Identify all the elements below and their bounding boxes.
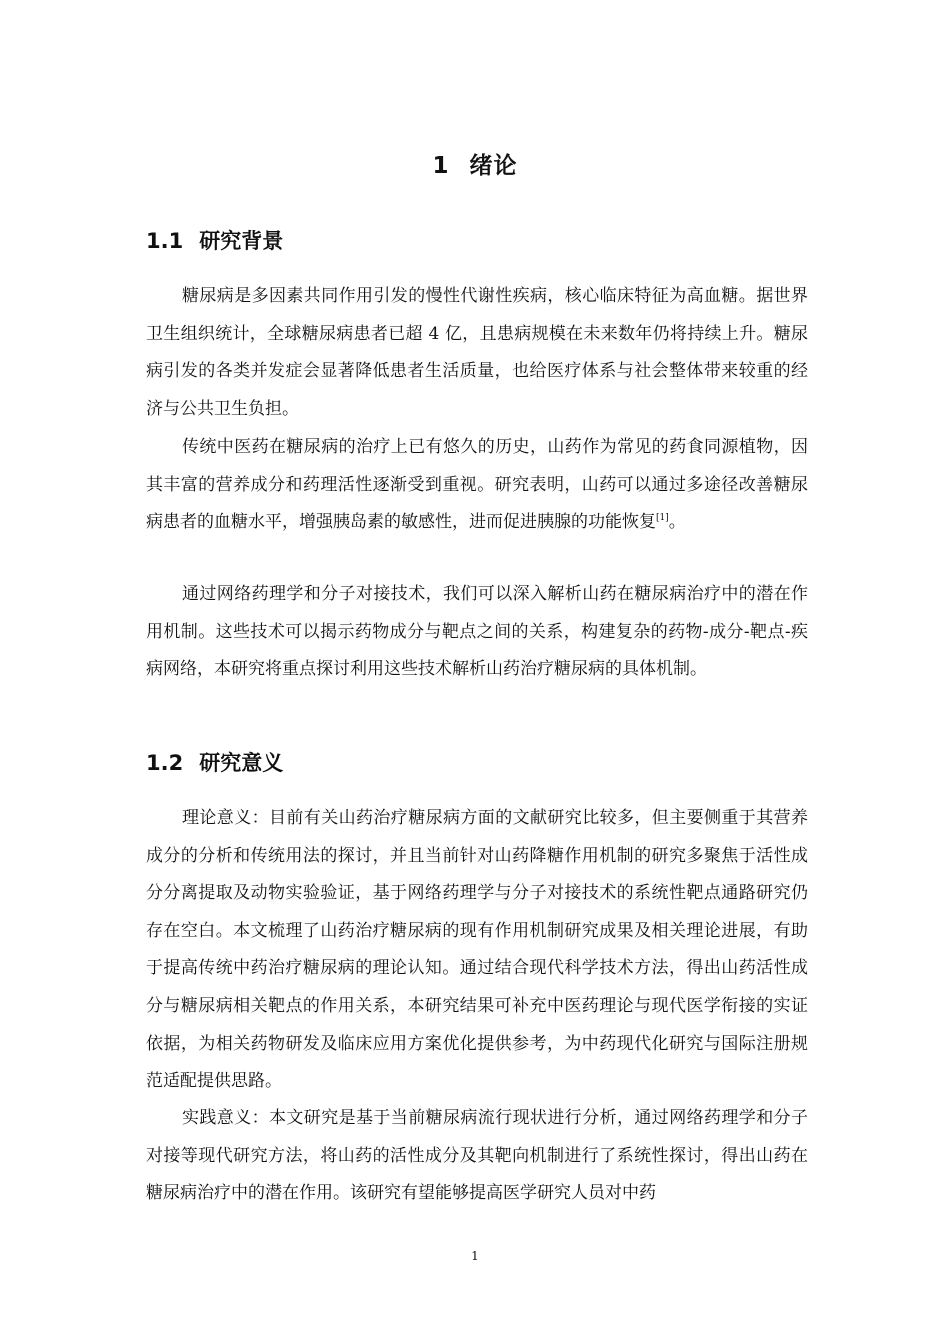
- section-title: 研究意义: [199, 751, 284, 775]
- paragraph-significance-practice: 实践意义：本文研究是基于当前糖尿病流行现状进行分析，通过网络药理学和分子对接等现代研究方法，将山药的活性成分及其靶向机制进行了系统性探讨，得出山药在糖尿病治疗中的潜在作用。该研究有望能够提高医学研究人员对中药: [146, 1108, 808, 1204]
- paragraph-end-punctuation: 。: [668, 512, 686, 533]
- chapter-title-text: 绪论: [469, 153, 518, 179]
- paragraph-background-2: [146, 429, 808, 542]
- paragraph-significance-theory: 理论意义：目前有关山药治疗糖尿病方面的文献研究比较多，但主要侧重于其营养成分的分析和传统用法的探讨，并且当前针对山药降糖作用机制的研究多聚焦于活性成分分离提取及动物实验验证，基于网络药理学与分子对接技术的系统性靶点通路研究仍存在空白。本文梳理了山药治疗糖尿病的现有作用机制研究成果及相关理论进展，有助于提高传统中药治疗糖尿病的理论认知。通过结合现代科学技术方法，得出山药活性成分与糖尿病相关靶点的作用关系，本研究结果可补充中医药理论与现代医学衔接的实证依据，为相关药物研发及临床应用方案优化提供参考，为中药现代化研究与国际注册规范适配提供思路。: [146, 808, 808, 1092]
- section-number: 1.2: [146, 751, 184, 775]
- chapter-number: 1: [432, 153, 450, 179]
- section-number: 1.1: [146, 229, 184, 253]
- chapter-title: [0, 148, 950, 184]
- paragraph-background-3: 通过网络药理学和分子对接技术，我们可以深入解析山药在糖尿病治疗中的潜在作用机制。这些技术可以揭示药物成分与靶点之间的关系，构建复杂的药物-成分-靶点-疾病网络，本研究将重点探讨利用这些技术解析山药治疗糖尿病的具体机制。: [146, 584, 808, 680]
- paragraph-text: 传统中医药在糖尿病的治疗上已有悠久的历史，山药作为常见的药食同源植物，因其丰富的营养成分和药理活性逐渐受到重视。研究表明，山药可以通过多途径改善糖尿病患者的血糖水平，增强胰岛素的敏感性，进而促进胰腺的功能恢复: [146, 437, 808, 533]
- section-title: 研究背景: [199, 229, 284, 253]
- page-number: 1: [471, 1249, 479, 1263]
- section-heading-1-1: [146, 225, 283, 257]
- section-heading-1-2: [146, 747, 283, 779]
- citation-reference[interactable]: [1]: [656, 513, 669, 524]
- paragraph-background-1: 糖尿病是多因素共同作用引发的慢性代谢性疾病，核心临床特征为高血糖。据世界卫生组织统计，全球糖尿病患者已超 4 亿，且患病规模在未来数年仍将持续上升。糖尿病引发的各类并发症会显著降低患者生活质量，也给医疗体系与社会整体带来较重的经济与公共卫生负担。: [146, 286, 808, 419]
